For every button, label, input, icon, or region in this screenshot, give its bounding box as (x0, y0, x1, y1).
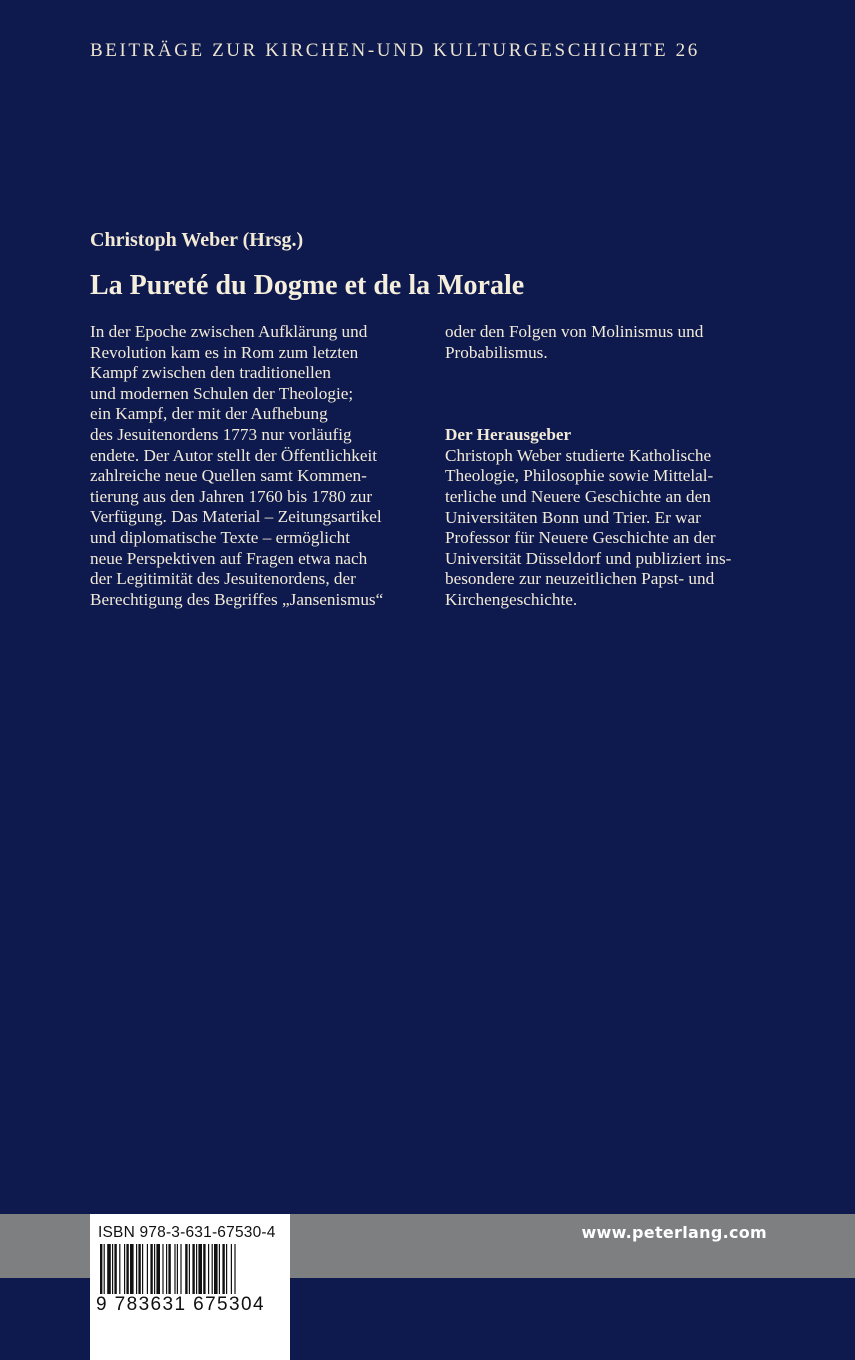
editor-bio-line: Universitäten Bonn und Trier. Er war (445, 507, 701, 527)
editor-bio-line: terliche und Neuere Geschichte an den (445, 486, 711, 506)
isbn-number: ISBN 978-3-631-67530-4 (98, 1224, 276, 1241)
editor-bio-line: Theologie, Philosophie sowie Mittelal- (445, 466, 714, 486)
description-line: des Jesuitenordens 1773 nur vorläufig (90, 424, 352, 444)
editor-bio-line: Universität Düsseldorf und publiziert ins- (445, 548, 732, 568)
description-line: der Legitimität des Jesuitenordens, der (90, 569, 356, 589)
series-title: BEITRÄGE ZUR KIRCHEN-UND KULTURGESCHICHTE 26 (90, 40, 700, 61)
editor-bio-heading: Der Herausgeber (445, 425, 572, 445)
description-line: Verfügung. Das Material – Zeitungsartikel (90, 507, 382, 527)
description-line: tierung aus den Jahren 1760 bis 1780 zur (90, 486, 373, 506)
barcode-digits: 9 783631 675304 (96, 1294, 265, 1315)
editor-bio-line: Christoph Weber studierte Katholische (445, 445, 712, 465)
description-line: endete. Der Autor stellt der Öffentlichkeit (90, 445, 378, 465)
book-title: La Pureté du Dogme et de la Morale (90, 270, 525, 301)
isbn-barcode (90, 1214, 290, 1360)
description-line: Kampf zwischen den traditionellen (90, 363, 332, 383)
description-line: Berechtigung des Begriffes „Jansenismus“ (90, 589, 384, 609)
publisher-website[interactable]: www.peterlang.com (581, 1223, 767, 1242)
editor-name: Christoph Weber (Hrsg.) (90, 229, 304, 251)
editor-bio-line: Professor für Neuere Geschichte an der (445, 528, 716, 548)
description-line: und modernen Schulen der Theologie; (90, 383, 354, 403)
description-line: Revolution kam es in Rom zum letzten (90, 342, 359, 362)
editor-bio-line: Kirchengeschichte. (445, 589, 578, 609)
description-line: ein Kampf, der mit der Aufhebung (90, 404, 328, 424)
description-line: oder den Folgen von Molinismus und (445, 322, 704, 341)
description-line: und diplomatische Texte – ermöglicht (90, 527, 351, 547)
description-left-column (90, 322, 420, 610)
description-right-column (445, 322, 785, 611)
description-line: neue Perspektiven auf Fragen etwa nach (90, 548, 368, 568)
description-line: Probabilismus. (445, 342, 548, 362)
description-line: In der Epoche zwischen Aufklärung und (90, 322, 368, 341)
editor-bio-line: besondere zur neuzeitlichen Papst- und (445, 569, 715, 589)
description-line: zahlreiche neue Quellen samt Kommen- (90, 466, 367, 486)
